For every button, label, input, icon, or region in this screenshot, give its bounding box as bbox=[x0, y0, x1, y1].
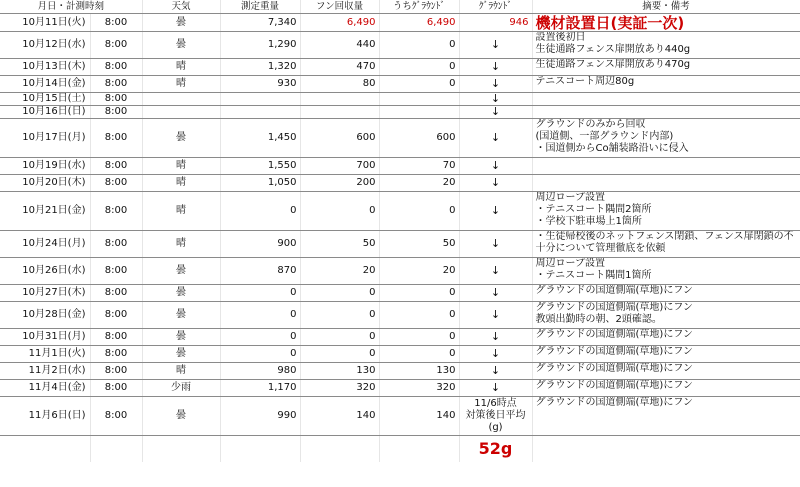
table-row bbox=[0, 192, 800, 231]
empty-cell bbox=[142, 436, 220, 463]
date-cell: 10月26日(水) bbox=[0, 258, 90, 285]
note-line: グラウンドの国道側端(草地)にフン bbox=[535, 329, 693, 340]
notes-cell bbox=[532, 14, 800, 32]
note-line: 設置後初日 bbox=[535, 32, 586, 43]
date-cell: 10月21日(金) bbox=[0, 192, 90, 231]
collected-cell: 0 bbox=[300, 192, 379, 231]
down-arrow-icon: ↓ bbox=[459, 380, 532, 397]
note-line: 周辺ロープ設置 bbox=[535, 258, 606, 269]
note-line: 教頭出勤時の朝、2頭確認。 bbox=[535, 314, 662, 325]
time-cell: 8:00 bbox=[90, 14, 142, 32]
date-cell: 11月4日(金) bbox=[0, 380, 90, 397]
notes-cell bbox=[532, 175, 800, 192]
time-cell: 8:00 bbox=[90, 93, 142, 106]
down-arrow-icon: ↓ bbox=[459, 76, 532, 93]
collected-cell: 600 bbox=[300, 119, 379, 158]
time-cell: 8:00 bbox=[90, 76, 142, 93]
down-arrow-icon: ↓ bbox=[459, 93, 532, 106]
header-notes: 摘要・備考 bbox=[532, 0, 800, 14]
collected-cell: 0 bbox=[300, 329, 379, 346]
time-cell: 8:00 bbox=[90, 32, 142, 59]
weather-cell: 晴 bbox=[142, 231, 220, 258]
average-label-cell bbox=[459, 397, 532, 436]
weather-cell: 少雨 bbox=[142, 380, 220, 397]
empty-cell bbox=[379, 436, 459, 463]
time-cell: 8:00 bbox=[90, 363, 142, 380]
ground-cell: 140 bbox=[379, 397, 459, 436]
notes-cell bbox=[532, 158, 800, 175]
notes-cell bbox=[532, 93, 800, 106]
table-row bbox=[0, 363, 800, 380]
time-cell: 8:00 bbox=[90, 158, 142, 175]
note-line: グラウンドの国道側端(草地)にフン bbox=[535, 363, 693, 374]
measured-cell: 980 bbox=[220, 363, 300, 380]
notes-cell bbox=[532, 76, 800, 93]
date-cell: 11月6日(日) bbox=[0, 397, 90, 436]
date-cell: 10月15日(土) bbox=[0, 93, 90, 106]
time-cell: 8:00 bbox=[90, 329, 142, 346]
down-arrow-icon: ↓ bbox=[459, 346, 532, 363]
notes-cell bbox=[532, 285, 800, 302]
ground-cell: 0 bbox=[379, 346, 459, 363]
time-cell: 8:00 bbox=[90, 285, 142, 302]
ground-cell: 50 bbox=[379, 231, 459, 258]
date-cell: 10月16日(日) bbox=[0, 106, 90, 119]
table-row bbox=[0, 380, 800, 397]
notes-cell bbox=[532, 258, 800, 285]
date-cell: 10月12日(水) bbox=[0, 32, 90, 59]
collected-cell bbox=[300, 106, 379, 119]
collected-cell: 80 bbox=[300, 76, 379, 93]
date-cell: 11月2日(水) bbox=[0, 363, 90, 380]
note-line: 周辺ロープ設置 bbox=[535, 192, 606, 203]
average-value: 52g bbox=[459, 436, 532, 463]
down-arrow-icon: ↓ bbox=[459, 363, 532, 380]
table-row bbox=[0, 93, 800, 106]
collected-cell: 200 bbox=[300, 175, 379, 192]
collected-cell: 130 bbox=[300, 363, 379, 380]
note-line: ・テニスコート隅間1箇所 bbox=[535, 270, 652, 281]
notes-cell bbox=[532, 363, 800, 380]
weather-cell: 曇 bbox=[142, 14, 220, 32]
empty-cell bbox=[0, 436, 90, 463]
measured-cell: 0 bbox=[220, 192, 300, 231]
time-cell: 8:00 bbox=[90, 302, 142, 329]
measured-cell: 1,450 bbox=[220, 119, 300, 158]
note-line: グラウンドのみから回収 bbox=[535, 119, 646, 130]
weather-cell: 曇 bbox=[142, 285, 220, 302]
ground-cell: 0 bbox=[379, 302, 459, 329]
weather-cell: 晴 bbox=[142, 158, 220, 175]
table-row bbox=[0, 175, 800, 192]
weather-cell: 曇 bbox=[142, 346, 220, 363]
date-cell: 10月17日(月) bbox=[0, 119, 90, 158]
weather-cell: 晴 bbox=[142, 363, 220, 380]
date-cell: 10月14日(金) bbox=[0, 76, 90, 93]
collected-cell: 0 bbox=[300, 346, 379, 363]
table-row bbox=[0, 285, 800, 302]
time-cell: 8:00 bbox=[90, 346, 142, 363]
notes-cell bbox=[532, 329, 800, 346]
measured-cell: 930 bbox=[220, 76, 300, 93]
down-arrow-icon: ↓ bbox=[459, 106, 532, 119]
weather-cell: 曇 bbox=[142, 302, 220, 329]
weather-cell: 晴 bbox=[142, 192, 220, 231]
weather-cell: 曇 bbox=[142, 258, 220, 285]
down-arrow-icon: ↓ bbox=[459, 285, 532, 302]
collected-cell: 140 bbox=[300, 397, 379, 436]
table-row bbox=[0, 158, 800, 175]
collected-cell: 20 bbox=[300, 258, 379, 285]
measured-cell bbox=[220, 106, 300, 119]
note-line: ・国道側からCo舗装路沿いに侵入 bbox=[535, 143, 689, 154]
note-line: グラウンドの国道側端(草地)にフン bbox=[535, 380, 693, 391]
date-cell: 10月19日(水) bbox=[0, 158, 90, 175]
note-line: 生徒通路フェンス扉開放あり470g bbox=[535, 59, 691, 70]
notes-cell bbox=[532, 32, 800, 59]
down-arrow-icon: ↓ bbox=[459, 329, 532, 346]
down-arrow-icon: ↓ bbox=[459, 231, 532, 258]
date-cell: 10月31日(月) bbox=[0, 329, 90, 346]
down-arrow-icon: ↓ bbox=[459, 59, 532, 76]
ground-cell: 0 bbox=[379, 192, 459, 231]
average-label-line: (g) bbox=[488, 422, 503, 433]
measured-cell: 1,320 bbox=[220, 59, 300, 76]
measured-cell: 0 bbox=[220, 329, 300, 346]
time-cell: 8:00 bbox=[90, 397, 142, 436]
table-row bbox=[0, 106, 800, 119]
note-line: テニスコート周辺80g bbox=[535, 76, 635, 87]
notes-cell bbox=[532, 119, 800, 158]
average-label-line: 11/6時点 bbox=[474, 398, 517, 409]
header-date: 月日・計測時刻 bbox=[0, 0, 142, 14]
time-cell: 8:00 bbox=[90, 192, 142, 231]
header-ground2: ｸﾞﾗｳﾝﾄﾞ bbox=[459, 0, 532, 14]
header-measured: 測定重量 bbox=[220, 0, 300, 14]
down-arrow-icon: ↓ bbox=[459, 258, 532, 285]
collected-cell: 0 bbox=[300, 302, 379, 329]
notes-cell bbox=[532, 106, 800, 119]
notes-cell bbox=[532, 380, 800, 397]
note-line: ・学校下駐車場上1箇所 bbox=[535, 216, 642, 227]
weather-cell: 曇 bbox=[142, 32, 220, 59]
ground-cell: 0 bbox=[379, 59, 459, 76]
down-arrow-icon: ↓ bbox=[459, 302, 532, 329]
measured-cell: 1,050 bbox=[220, 175, 300, 192]
collected-cell: 320 bbox=[300, 380, 379, 397]
collected-cell: 440 bbox=[300, 32, 379, 59]
collected-cell: 470 bbox=[300, 59, 379, 76]
notes-cell bbox=[532, 302, 800, 329]
weather-cell: 曇 bbox=[142, 119, 220, 158]
note-line: (国道側、一部グラウンド内部) bbox=[535, 131, 674, 142]
date-cell: 10月24日(月) bbox=[0, 231, 90, 258]
weather-cell: 晴 bbox=[142, 76, 220, 93]
empty-cell bbox=[532, 436, 800, 463]
weather-cell: 晴 bbox=[142, 175, 220, 192]
down-arrow-icon: ↓ bbox=[459, 119, 532, 158]
header-collected: フン回収量 bbox=[300, 0, 379, 14]
average-row bbox=[0, 436, 800, 463]
empty-cell bbox=[300, 436, 379, 463]
table-row bbox=[0, 231, 800, 258]
ground-cell bbox=[379, 93, 459, 106]
header-row bbox=[0, 0, 800, 14]
date-cell: 10月20日(木) bbox=[0, 175, 90, 192]
note-line: グラウンドの国道側端(草地)にフン bbox=[535, 346, 693, 357]
installation-title: 機材設置日(実証一次) bbox=[535, 13, 685, 32]
ground-cell: 0 bbox=[379, 76, 459, 93]
table-row bbox=[0, 14, 800, 32]
empty-cell bbox=[220, 436, 300, 463]
weather-cell bbox=[142, 106, 220, 119]
notes-cell bbox=[532, 346, 800, 363]
measured-cell: 990 bbox=[220, 397, 300, 436]
ground-cell: 0 bbox=[379, 285, 459, 302]
collected-cell: 0 bbox=[300, 285, 379, 302]
header-weather: 天気 bbox=[142, 0, 220, 14]
date-cell: 10月13日(木) bbox=[0, 59, 90, 76]
down-arrow-icon: ↓ bbox=[459, 32, 532, 59]
time-cell: 8:00 bbox=[90, 59, 142, 76]
table-row bbox=[0, 258, 800, 285]
ground-cell: 0 bbox=[379, 32, 459, 59]
table-row bbox=[0, 32, 800, 59]
time-cell: 8:00 bbox=[90, 106, 142, 119]
table-row bbox=[0, 119, 800, 158]
notes-cell bbox=[532, 397, 800, 436]
date-cell: 10月11日(火) bbox=[0, 14, 90, 32]
measured-cell: 1,170 bbox=[220, 380, 300, 397]
down-arrow-icon: ↓ bbox=[459, 192, 532, 231]
note-line: グラウンドの国道側端(草地)にフン bbox=[535, 397, 693, 408]
time-cell: 8:00 bbox=[90, 258, 142, 285]
measured-cell: 0 bbox=[220, 302, 300, 329]
table-row bbox=[0, 302, 800, 329]
notes-cell bbox=[532, 192, 800, 231]
ground-cell: 600 bbox=[379, 119, 459, 158]
header-ground: うちｸﾞﾗｳﾝﾄﾞ bbox=[379, 0, 459, 14]
measured-cell: 1,550 bbox=[220, 158, 300, 175]
measured-cell: 0 bbox=[220, 346, 300, 363]
time-cell: 8:00 bbox=[90, 380, 142, 397]
collected-cell: 6,490 bbox=[300, 14, 379, 32]
collected-cell bbox=[300, 93, 379, 106]
note-line: ・テニスコート隅間2箇所 bbox=[535, 204, 652, 215]
measured-cell bbox=[220, 93, 300, 106]
measured-cell: 7,340 bbox=[220, 14, 300, 32]
measured-cell: 0 bbox=[220, 285, 300, 302]
measured-cell: 900 bbox=[220, 231, 300, 258]
ground-cell: 130 bbox=[379, 363, 459, 380]
collected-cell: 700 bbox=[300, 158, 379, 175]
time-cell: 8:00 bbox=[90, 119, 142, 158]
note-line: グラウンドの国道側端(草地)にフン bbox=[535, 302, 693, 313]
ground-cell: 20 bbox=[379, 258, 459, 285]
time-cell: 8:00 bbox=[90, 231, 142, 258]
down-arrow-icon: ↓ bbox=[459, 175, 532, 192]
weather-cell: 晴 bbox=[142, 59, 220, 76]
weather-cell: 曇 bbox=[142, 329, 220, 346]
weather-cell bbox=[142, 93, 220, 106]
ground-cell: 320 bbox=[379, 380, 459, 397]
ground-cell bbox=[379, 106, 459, 119]
note-line: グラウンドの国道側端(草地)にフン bbox=[535, 285, 693, 296]
notes-cell bbox=[532, 231, 800, 258]
weather-cell: 曇 bbox=[142, 397, 220, 436]
table-row bbox=[0, 397, 800, 436]
empty-cell bbox=[90, 436, 142, 463]
measured-cell: 870 bbox=[220, 258, 300, 285]
average-label-line: 対策後日平均 bbox=[465, 410, 526, 421]
note-line: ・生徒帰校後のネットフェンス閉鎖、フェンス扉閉鎖の不 bbox=[535, 231, 794, 242]
date-cell: 10月28日(金) bbox=[0, 302, 90, 329]
date-cell: 11月1日(火) bbox=[0, 346, 90, 363]
collected-cell: 50 bbox=[300, 231, 379, 258]
ground2-cell: 946 bbox=[459, 14, 532, 32]
ground-cell: 0 bbox=[379, 329, 459, 346]
table-row bbox=[0, 59, 800, 76]
date-cell: 10月27日(木) bbox=[0, 285, 90, 302]
note-line: 十分について管理徹底を依頼 bbox=[535, 243, 666, 254]
ground-cell: 20 bbox=[379, 175, 459, 192]
table-row bbox=[0, 346, 800, 363]
table-row bbox=[0, 76, 800, 93]
table-row bbox=[0, 329, 800, 346]
ground-cell: 70 bbox=[379, 158, 459, 175]
note-line: 生徒通路フェンス扉開放あり440g bbox=[535, 44, 691, 55]
ground-cell: 6,490 bbox=[379, 14, 459, 32]
measured-cell: 1,290 bbox=[220, 32, 300, 59]
down-arrow-icon: ↓ bbox=[459, 158, 532, 175]
time-cell: 8:00 bbox=[90, 175, 142, 192]
notes-cell bbox=[532, 59, 800, 76]
